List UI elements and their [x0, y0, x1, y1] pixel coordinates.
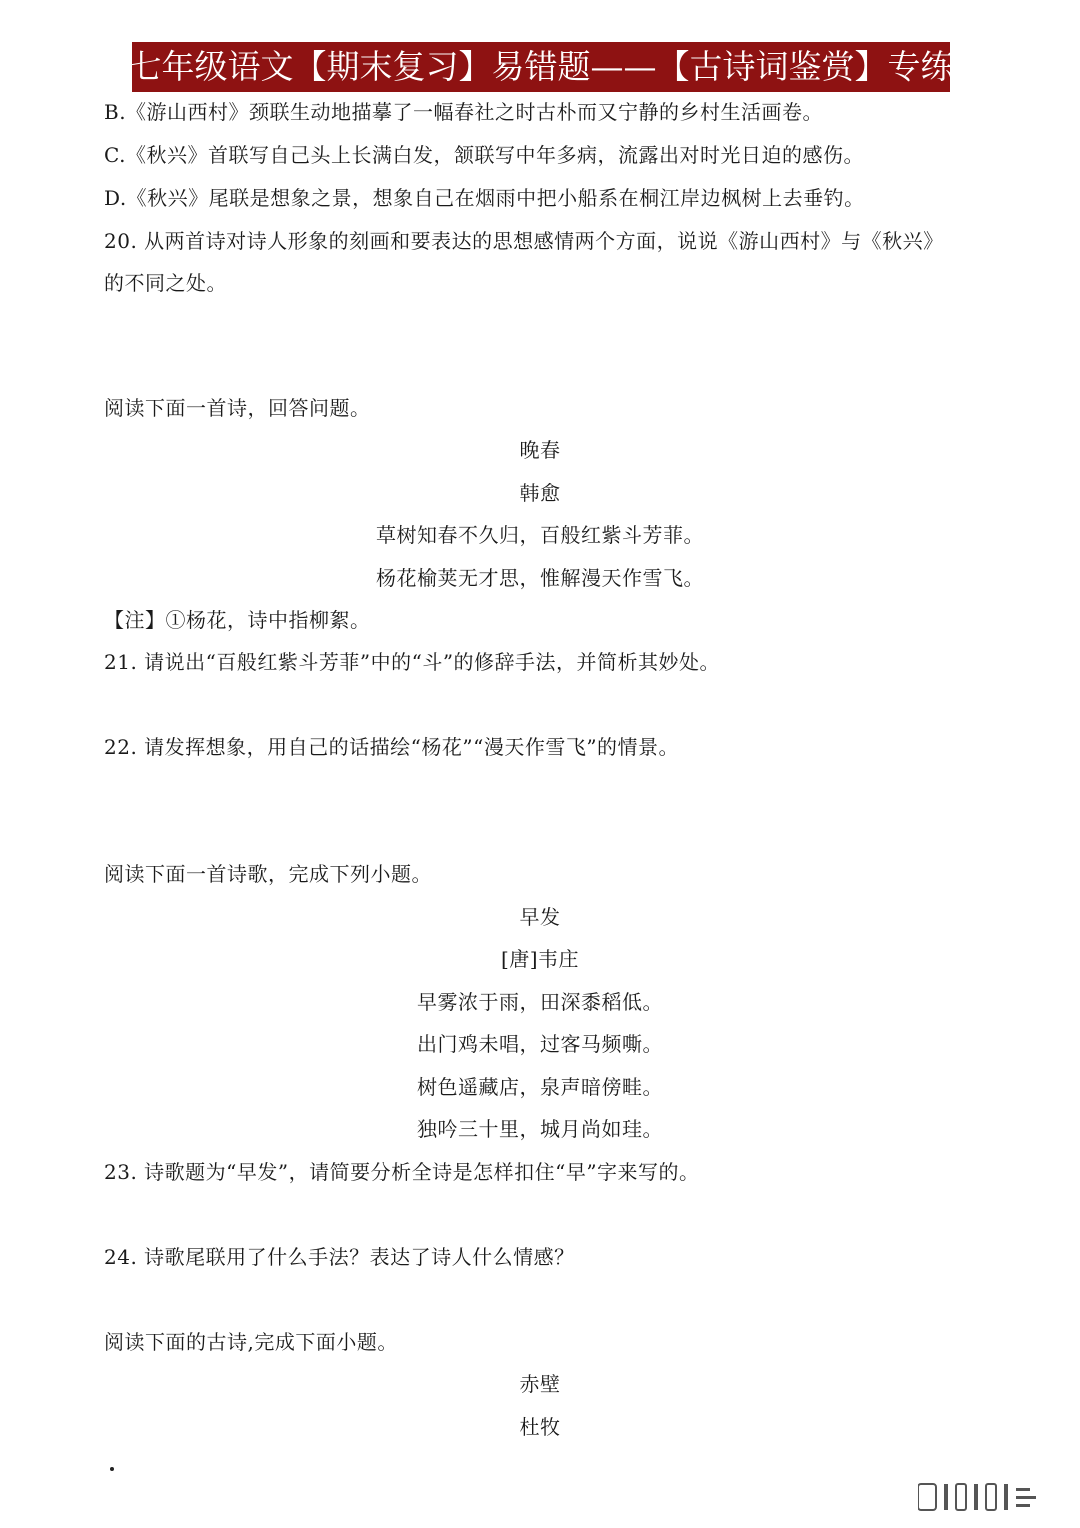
- option-b: B.《游山西村》颈联生动地描摹了一幅春社之时古朴而又宁静的乡村生活画卷。: [104, 100, 824, 124]
- poem1-title: 晚春: [519, 438, 561, 462]
- question-20-line1: 20. 从两首诗对诗人形象的刻画和要表达的思想感情两个方面，说说《游山西村》与《秋兴》: [104, 229, 944, 253]
- question-24: 24. 诗歌尾联用了什么手法？表达了诗人什么情感？: [104, 1245, 575, 1269]
- watermark-bars-icon: [918, 1482, 1058, 1512]
- bullet-dot: [110, 1467, 114, 1471]
- question-22: 22. 请发挥想象，用自己的话描绘“杨花”“漫天作雪飞”的情景。: [104, 735, 680, 759]
- option-c: C.《秋兴》首联写自己头上长满白发，颔联写中年多病，流露出对时光日迫的感伤。: [104, 143, 864, 167]
- poem2-line: 出门鸡未唱，过客马频嘶。: [417, 1032, 663, 1056]
- poem1-intro: 阅读下面一首诗，回答问题。: [104, 396, 371, 420]
- poem1-author: 韩愈: [519, 481, 561, 505]
- poem2-intro: 阅读下面一首诗歌，完成下列小题。: [104, 862, 432, 886]
- poem2-line: 早雾浓于雨，田深黍稻低。: [417, 990, 663, 1014]
- poem3-intro: 阅读下面的古诗,完成下面小题。: [104, 1330, 398, 1354]
- poem1-line: 杨花榆荚无才思，惟解漫天作雪飞。: [376, 566, 704, 590]
- poem3-title: 赤壁: [519, 1372, 561, 1396]
- poem2-line: 独吟三十里，城月尚如珪。: [417, 1117, 663, 1141]
- poem2-author: [唐]韦庄: [500, 947, 580, 971]
- question-21: 21. 请说出“百般红紫斗芳菲”中的“斗”的修辞手法，并简析其妙处。: [104, 650, 721, 674]
- poem2-title: 早发: [519, 905, 561, 929]
- title-banner: [128, 42, 954, 92]
- poem2-line: 树色遥藏店，泉声暗傍畦。: [417, 1075, 663, 1099]
- poem3-author: 杜牧: [519, 1415, 561, 1439]
- bars-icon: [918, 1482, 1058, 1512]
- question-20-line2: 的不同之处。: [104, 271, 227, 295]
- page-title: 七年级语文【期末复习】易错题——【古诗词鉴赏】专练: [128, 47, 954, 86]
- poem1-line: 草树知春不久归，百般红紫斗芳菲。: [376, 523, 704, 547]
- option-d: D.《秋兴》尾联是想象之景，想象自己在烟雨中把小船系在桐江岸边枫树上去垂钓。: [104, 186, 865, 210]
- poem1-note: 【注】①杨花，诗中指柳絮。: [104, 608, 371, 632]
- question-23: 23. 诗歌题为“早发”，请简要分析全诗是怎样扣住“早”字来写的。: [104, 1160, 700, 1184]
